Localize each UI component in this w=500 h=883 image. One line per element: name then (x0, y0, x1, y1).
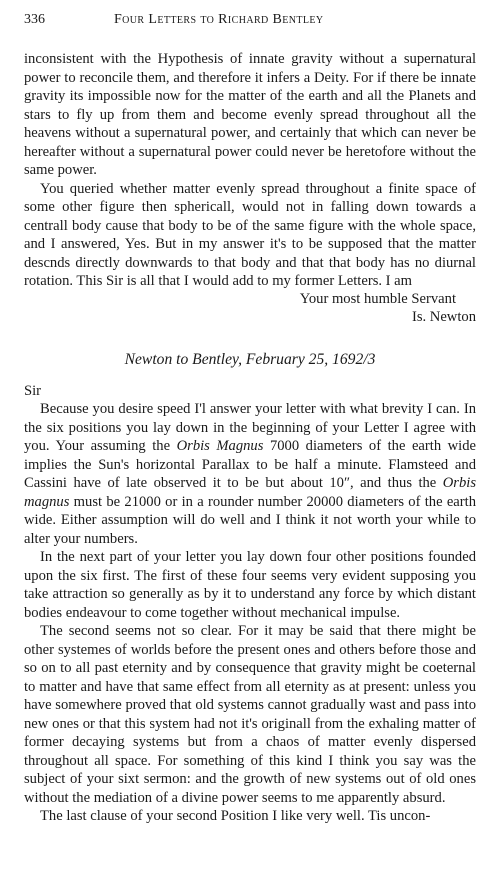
letter-closing (24, 290, 476, 327)
italic-term: Orbis Magnus (176, 438, 264, 454)
letter-heading: Newton to Bentley, February 25, 1692/3 (124, 350, 376, 368)
running-head: Four Letters to Richard Bentley (114, 12, 324, 27)
text-run: must be 21000 or in a rounder number 20000 diameters of the earth wide. Either assumption will do well and I think it not worth your while to alter your numbers. (24, 493, 476, 547)
italic-term: Orbis magnus (24, 475, 476, 510)
signature: Is. Newton (411, 309, 476, 325)
text-run: Because you desire speed I'l answer your letter with what brevity I can. In the six positions you lay down in the beginning of your Letter I agree with you. Your assuming the (24, 401, 476, 454)
salutation: Sir (24, 382, 42, 399)
paragraph: The last clause of your second Position I like very well. Tis uncon- (40, 808, 431, 824)
first-letter-body (24, 50, 476, 291)
paragraph: inconsistent with the Hypothesis of innate gravity without a supernatural power to reconcile them, and therefore it infers a Deity. For if there be innate gravity its impossible now for the matter of the earth and all the Planets and stars to fly up from them and become evenly spread throughout all the heavens without a supernatural power, and certainly that which can never be hereafter without a supernatural power could never be heretofore without the same power. (24, 51, 476, 178)
page-number: 336 (24, 12, 45, 27)
paragraph: The second seems not so clear. For it may be said that there might be other systemes of worlds before the present ones and others before those and so on to all past eternity and by consequence that gravity might be coeternal to matter and have that same effect from all eternity as at present: unless you have somewhere proved that old systems cannot gradually wast and pass into new ones or that this system had not it's originall from the exhaling matter of former decaying systems but from a chaos of matter evenly dispersed throughout all space. For something of this kind I think you say was the subject of your sixt sermon: and the growth of new systems out of old ones without the mediation of a divine power seems to me apparently absurd. (24, 623, 476, 806)
text-run: 7000 diameters of the earth wide implies the Sun's horizontal Parallax to be half a minute. Flamsteed and Cassini have of late observed it to be but about 10″, and thus the (24, 438, 477, 491)
paragraph: You queried whether matter evenly spread throughout a finite space of some other figure then sphericall, would not in falling down towards a centrall body cause that body to be of the same figure with the whole space, and I answered, Yes. But in my answer it's to be supposed that the matter descnds directly downwards to that body and that that body has no diurnal rotation. This Sir is all that I would add to my former Letters. I am (24, 180, 476, 289)
page-header (24, 12, 476, 36)
paragraph: In the next part of your letter you lay down four other positions founded upon the six first. The first of these four seems very evident supposing you take attraction so generally as by it to understand any force by which distant bodies endeavour to come together without mechanical impulse. (24, 549, 476, 621)
closing-salutation: Your most humble Servant (299, 290, 456, 307)
paragraph (24, 400, 476, 548)
second-letter-body (24, 400, 476, 826)
